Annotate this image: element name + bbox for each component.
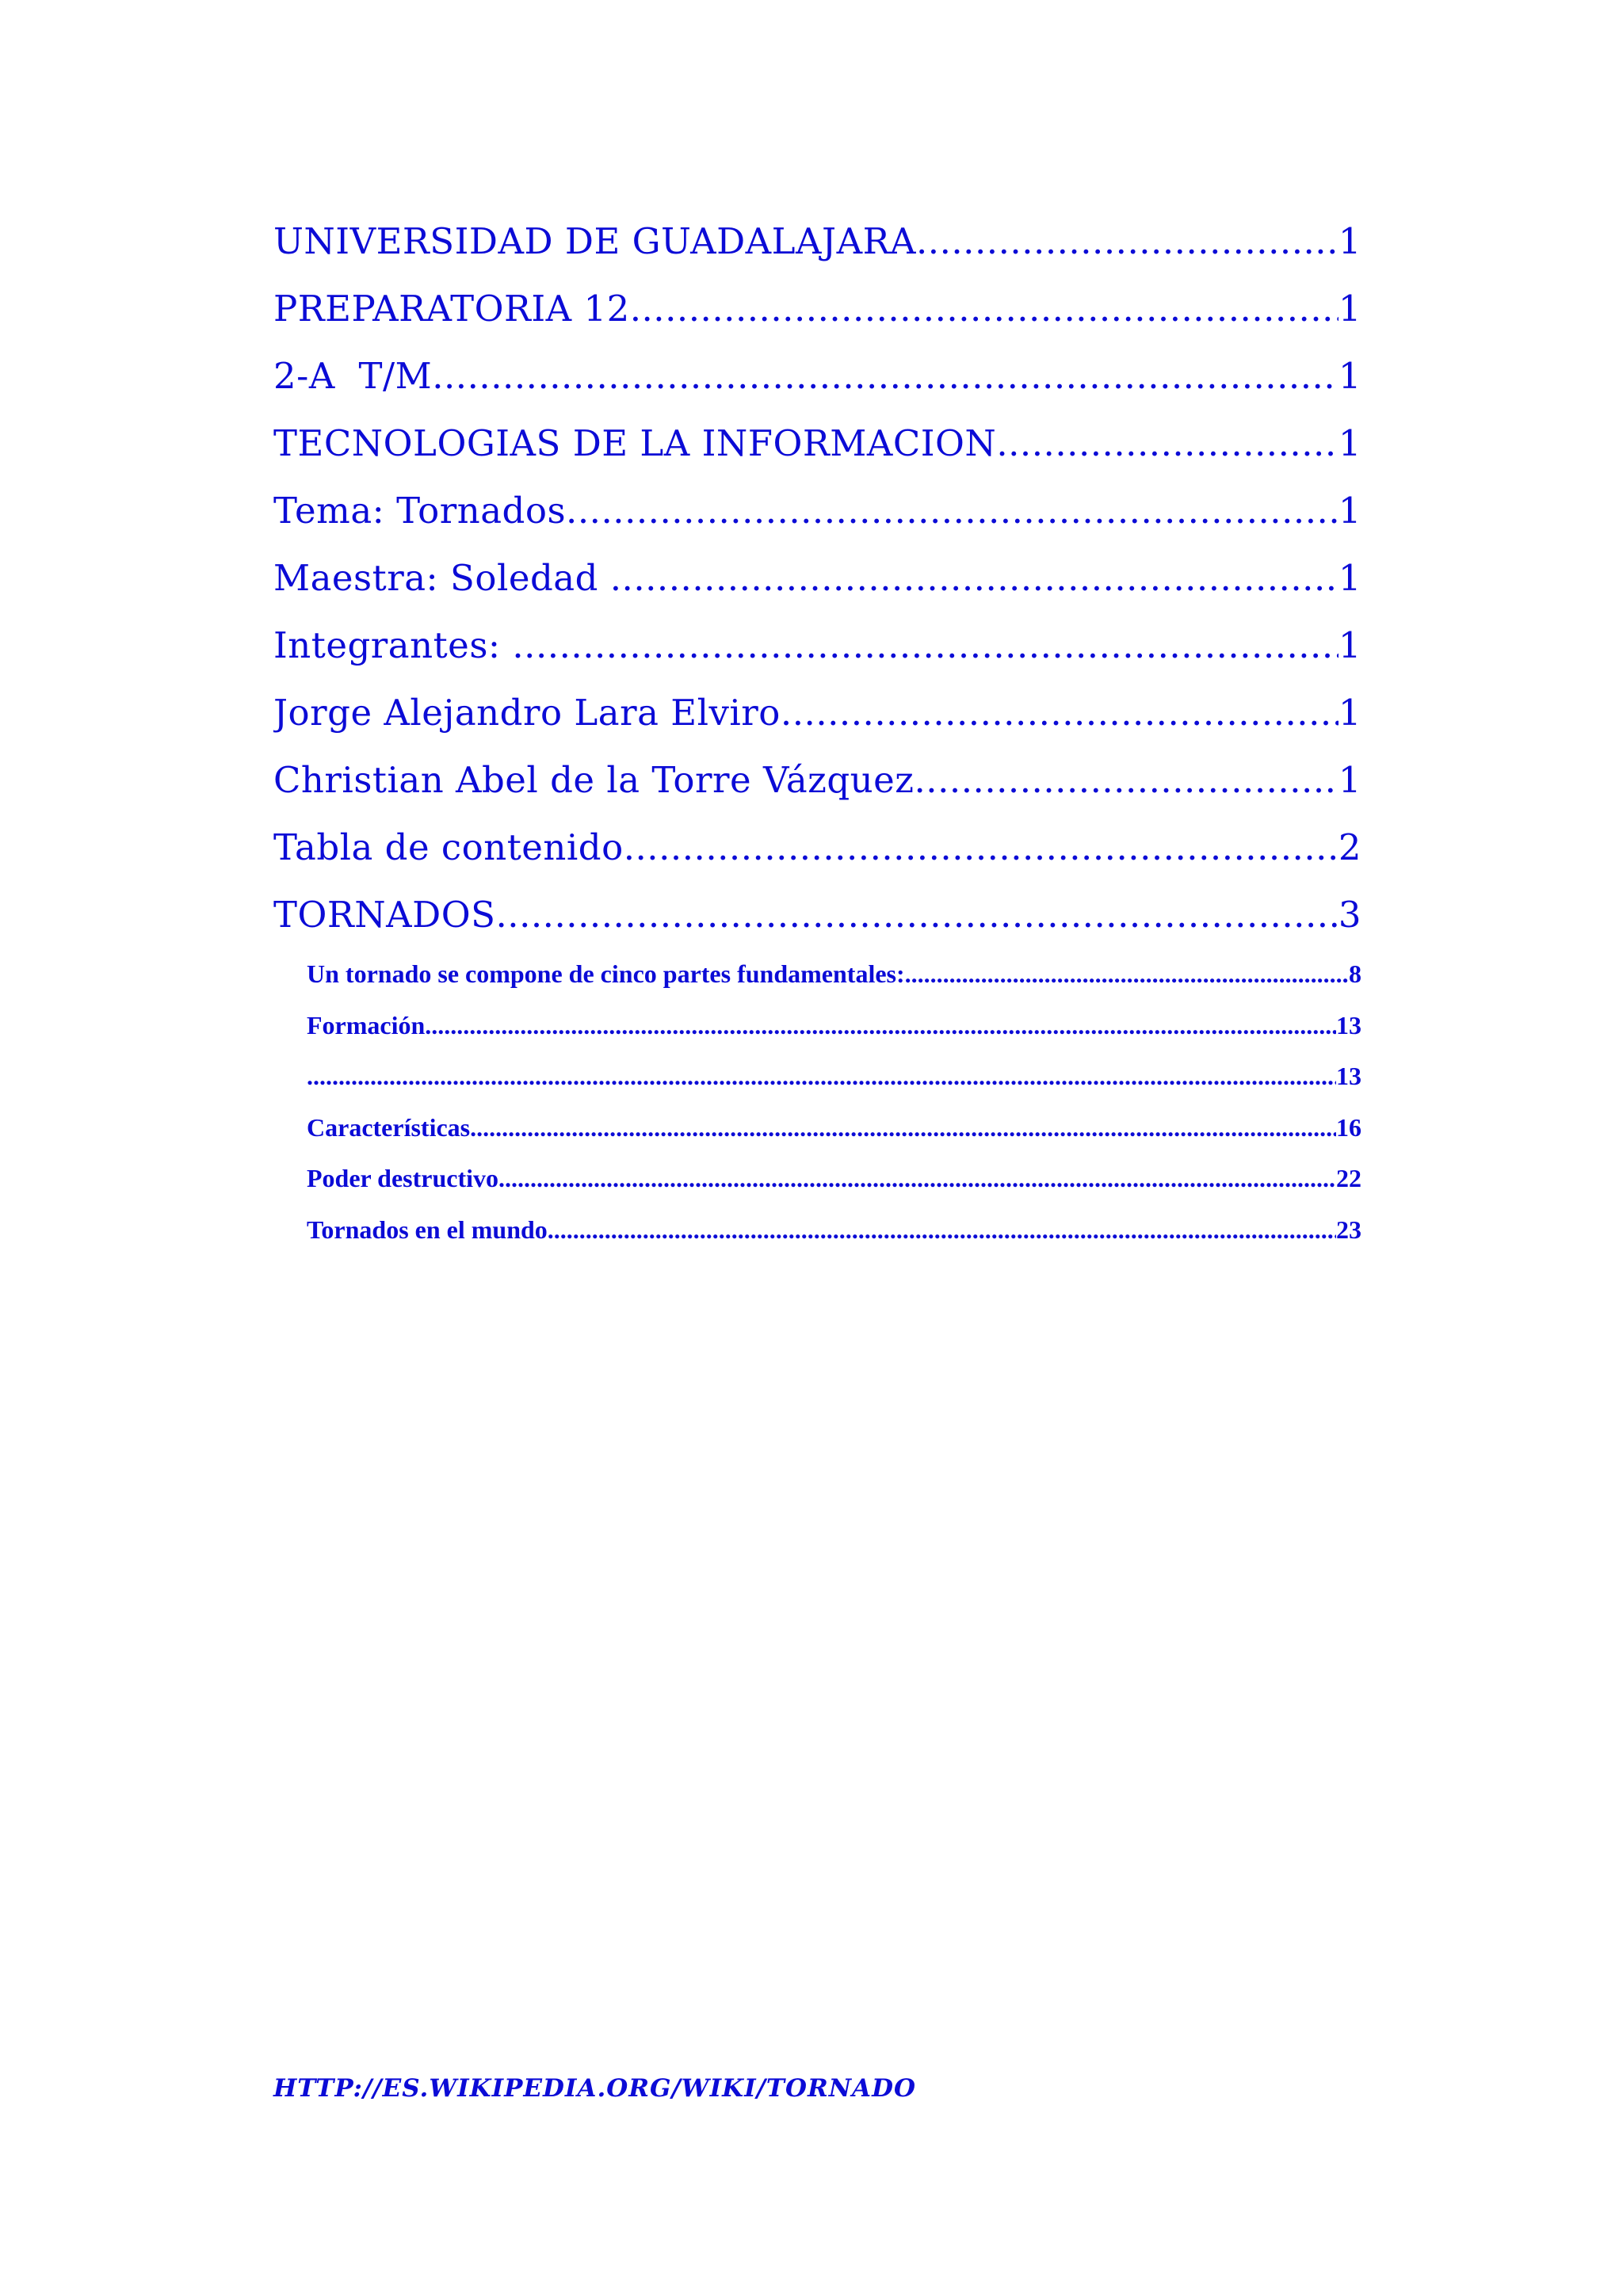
toc-entry-christian[interactable]	[273, 746, 1361, 814]
dot-leader	[470, 1102, 1336, 1154]
toc-page-number: 16	[1336, 1112, 1361, 1142]
dot-leader	[996, 410, 1338, 477]
toc-subentry-label: Un tornado se compone de cinco partes fundamentales:	[307, 959, 905, 988]
dot-leader	[916, 208, 1338, 275]
toc-subentry-formacion[interactable]	[307, 1000, 1361, 1051]
toc-subentry-tornados-mundo[interactable]	[307, 1204, 1361, 1256]
dot-leader	[307, 1051, 1336, 1102]
footer-source-link[interactable]: HTTP://ES.WIKIPEDIA.ORG/WIKI/TORNADO	[273, 2074, 916, 2103]
dot-leader	[425, 1000, 1336, 1051]
toc-subentry-label: Poder destructivo	[307, 1164, 499, 1193]
toc-subentry-poder-destructivo[interactable]	[307, 1153, 1361, 1204]
toc-page-number: 1	[1338, 288, 1361, 330]
toc-page-number: 1	[1338, 355, 1361, 397]
toc-page-number: 3	[1338, 894, 1361, 936]
toc-page-number: 23	[1336, 1215, 1361, 1244]
toc-subentry-label: Formación	[307, 1010, 426, 1039]
dot-leader	[905, 948, 1349, 1000]
toc-entry-label: Integrantes:	[273, 624, 513, 666]
toc-subentry-label: Características	[307, 1112, 471, 1142]
toc-entry-label: Christian Abel de la Torre Vázquez	[273, 759, 915, 801]
toc-entry-label: TORNADOS	[273, 894, 496, 936]
dot-leader	[610, 544, 1338, 612]
toc-entry-tecnologias[interactable]	[273, 410, 1361, 477]
toc-subentry-caracteristicas[interactable]	[307, 1102, 1361, 1154]
toc-entry-label: UNIVERSIDAD DE GUADALAJARA	[273, 220, 916, 262]
toc-page-number: 1	[1338, 220, 1361, 262]
toc-subentry-label: Tornados en el mundo	[307, 1215, 548, 1244]
toc-entry-label: Maestra: Soledad	[273, 557, 610, 599]
toc-page-number: 8	[1349, 959, 1361, 988]
dot-leader	[624, 814, 1338, 881]
toc-entry-tornados[interactable]	[273, 881, 1361, 948]
toc-entry-jorge[interactable]	[273, 679, 1361, 746]
toc-entry-tema[interactable]	[273, 477, 1361, 544]
dot-leader	[630, 275, 1338, 342]
dot-leader	[915, 746, 1338, 814]
toc-page-number: 1	[1338, 557, 1361, 599]
dot-leader	[548, 1204, 1336, 1256]
dot-leader	[781, 679, 1338, 746]
toc-subentry-partes[interactable]	[307, 948, 1361, 1000]
toc-entry-universidad[interactable]	[273, 208, 1361, 275]
toc-page-number: 22	[1336, 1164, 1361, 1193]
toc-entry-tabla[interactable]	[273, 814, 1361, 881]
toc-entry-label: TECNOLOGIAS DE LA INFORMACION	[273, 422, 997, 464]
toc-entry-label: Tema: Tornados	[273, 490, 567, 532]
toc-page-number: 1	[1338, 692, 1361, 734]
dot-leader	[498, 1153, 1336, 1204]
toc-page-number: 1	[1338, 422, 1361, 464]
toc-entry-label: 2-A T/M	[273, 355, 433, 397]
toc-entry-label: PREPARATORIA 12	[273, 288, 630, 330]
toc-entry-label: Tabla de contenido	[273, 826, 624, 868]
toc-page-number: 1	[1338, 624, 1361, 666]
dot-leader	[566, 477, 1338, 544]
toc-page-number: 2	[1338, 826, 1361, 868]
dot-leader	[432, 342, 1338, 410]
dot-leader	[512, 612, 1338, 679]
toc-entry-preparatoria[interactable]	[273, 275, 1361, 342]
table-of-contents	[273, 208, 1361, 1256]
toc-subentry-empty[interactable]	[307, 1051, 1361, 1102]
toc-page-number: 1	[1338, 759, 1361, 801]
dot-leader	[495, 881, 1338, 948]
toc-entry-label: Jorge Alejandro Lara Elviro	[273, 692, 781, 734]
toc-entry-maestra[interactable]	[273, 544, 1361, 612]
toc-entry-grupo[interactable]	[273, 342, 1361, 410]
toc-page-number: 1	[1338, 490, 1361, 532]
toc-page-number: 13	[1336, 1010, 1361, 1039]
toc-entry-integrantes[interactable]	[273, 612, 1361, 679]
toc-page-number: 13	[1336, 1062, 1361, 1091]
